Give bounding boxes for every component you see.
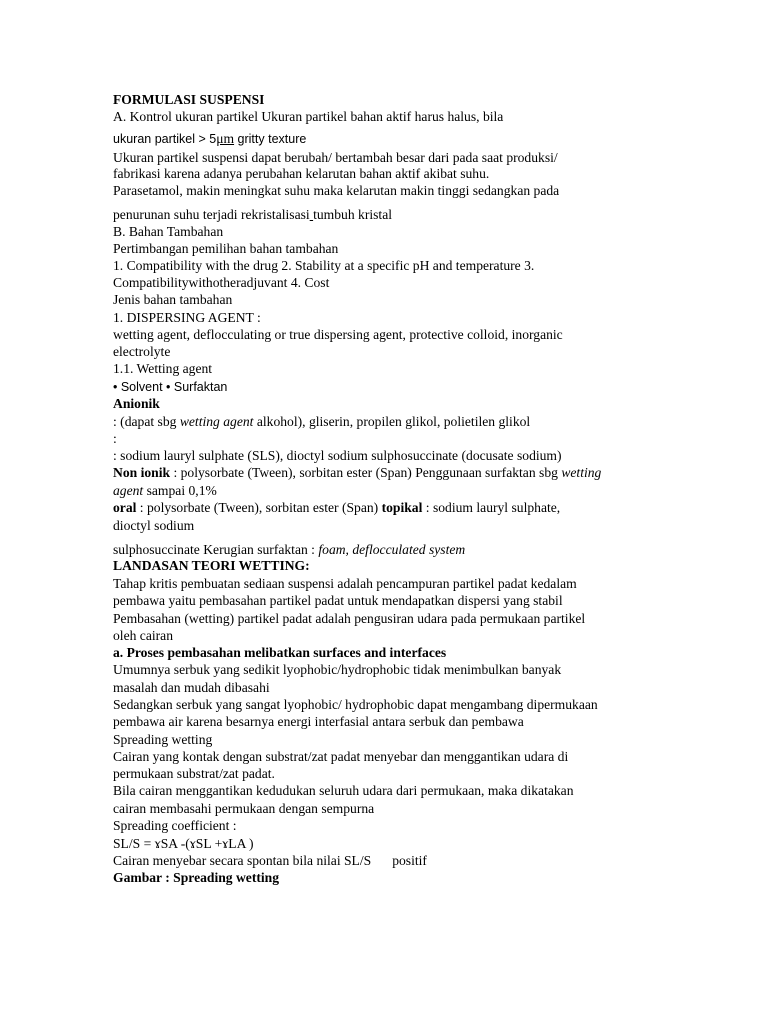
text-line: Pertimbangan pemilihan bahan tambahan (113, 241, 339, 256)
gambar-caption: Gambar : Spreading wetting (113, 870, 280, 885)
text-span: tumbuh kristal (313, 207, 393, 222)
text-line (113, 465, 601, 481)
text-line: Cairan yang kontak dengan substrat/zat padat menyebar dan menggantikan udara di (113, 749, 569, 764)
text-line (113, 853, 427, 869)
text-span: : polysorbate (Tween), sorbitan ester (Span) Penggunaan surfaktan sbg (170, 465, 562, 480)
text-span: : (dapat sbg (113, 414, 180, 429)
equation-line: SL/S = ɤSA -(ɤSL +ɤLA ) (113, 836, 254, 851)
text-span: penurunan suhu terjadi rekristalisasi (113, 207, 310, 222)
text-line: Spreading wetting (113, 732, 213, 747)
text-span: agent (113, 483, 144, 498)
text-line: Bila cairan menggantikan kedudukan seluruh udara dari permukaan, maka dikatakan (113, 783, 574, 798)
text-line: Spreading coefficient : (113, 818, 237, 833)
text-line: 1. Compatibility with the drug 2. Stability at a specific pH and temperature 3. (113, 258, 535, 273)
text-span: gritty texture (234, 132, 307, 146)
text-line: Jenis bahan tambahan (113, 292, 233, 307)
text-span: sulphosuccinate Kerugian surfaktan : (113, 542, 315, 557)
text-line: 1.1. Wetting agent (113, 361, 213, 376)
landasan-heading: LANDASAN TEORI WETTING: (113, 558, 310, 573)
section-a-heading: A. Kontrol ukuran partikel Ukuran partikel bahan aktif harus halus, bila (113, 109, 504, 124)
text-span: : sodium lauryl sulphate, (422, 500, 561, 515)
text-line: pembawa yaitu pembasahan partikel padat untuk mendapatkan dispersi yang stabil (113, 593, 563, 608)
text-line: : sodium lauryl sulphate (SLS), dioctyl sodium sulphosuccinate (docusate sodium) (113, 448, 562, 463)
text-line: permukaan substrat/zat padat. (113, 766, 275, 781)
text-span: Non ionik (113, 465, 171, 480)
text-line: electrolyte (113, 344, 171, 359)
anionik-heading: Anionik (113, 396, 160, 411)
text-line (113, 542, 465, 558)
section-b-heading: B. Bahan Tambahan (113, 224, 224, 239)
text-line (113, 500, 560, 516)
text-span: foam, deflocculated system (314, 542, 466, 557)
text-line: fabrikasi karena adanya perubahan kelarutan bahan aktif akibat suhu. (113, 166, 490, 181)
text-line: pembawa air karena besarnya energi interfasial antara serbuk dan pembawa (113, 714, 524, 729)
text-line: Tahap kritis pembuatan sediaan suspensi adalah pencampuran partikel padat kedalam (113, 576, 577, 591)
text-line: Umumnya serbuk yang sedikit lyophobic/hydrophobic tidak menimbulkan banyak (113, 662, 562, 677)
text-span: wetting (561, 465, 602, 480)
text-line: • Solvent • Surfaktan (113, 380, 228, 394)
text-span: : polysorbate (Tween), sorbitan ester (Span) (136, 500, 382, 515)
text-line (113, 207, 392, 223)
text-line: : (113, 431, 117, 446)
text-line: Parasetamol, makin meningkat suhu maka kelarutan makin tinggi sedangkan pada (113, 183, 560, 198)
document-title: FORMULASI SUSPENSI (113, 92, 265, 107)
text-line: dioctyl sodium (113, 518, 195, 533)
text-line: cairan membasahi permukaan dengan sempurna (113, 801, 375, 816)
text-span: wetting agent (179, 414, 254, 429)
text-line: Compatibilitywithotheradjuvant 4. Cost (113, 275, 330, 290)
text-span: alkohol), gliserin, propilen glikol, polietilen glikol (253, 414, 531, 429)
proses-heading: a. Proses pembasahan melibatkan surfaces and interfaces (113, 645, 447, 660)
text-span: oral (113, 500, 137, 515)
text-span: μm (216, 131, 235, 146)
text-line: wetting agent, deflocculating or true dispersing agent, protective colloid, inorganic (113, 327, 563, 342)
text-line: Pembasahan (wetting) partikel padat adalah pengusiran udara pada permukaan partikel (113, 611, 586, 626)
text-line: oleh cairan (113, 628, 174, 643)
text-line (113, 131, 306, 147)
text-line: 1. DISPERSING AGENT : (113, 310, 261, 325)
text-line: masalah dan mudah dibasahi (113, 680, 270, 695)
text-line: Ukuran partikel suspensi dapat berubah/ bertambah besar dari pada saat produksi/ (113, 150, 558, 165)
text-span: topikal (381, 500, 423, 515)
text-line: Sedangkan serbuk yang sangat lyophobic/ hydrophobic dapat mengambang dipermukaan (113, 697, 598, 712)
text-line (113, 414, 530, 430)
text-span: positif (392, 853, 427, 868)
text-span: sampai 0,1% (143, 483, 217, 498)
text-span: Cairan menyebar secara spontan bila nilai SL/S (113, 853, 372, 868)
text-line (113, 483, 217, 499)
text-span: ukuran partikel > 5 (113, 132, 217, 146)
